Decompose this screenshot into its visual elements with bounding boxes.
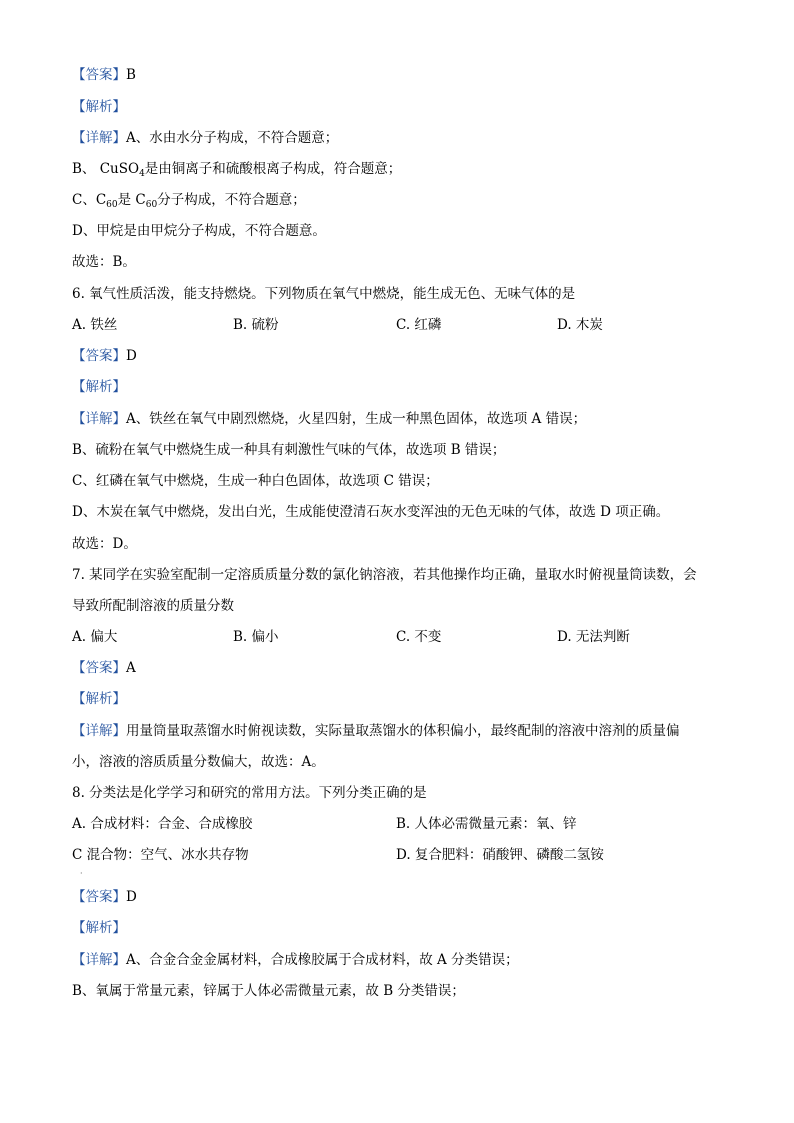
q8-stem: 8. 分类法是化学学习和研究的常用方法。下列分类正确的是 <box>72 785 427 801</box>
q6-option-a: A. 铁丝 <box>72 317 118 333</box>
q5-analysis-label: 【解析】 <box>72 99 126 115</box>
q5-choice: 故选：B。 <box>72 254 136 270</box>
q5-detail: 【详解】A、水由水分子构成，不符合题意； <box>72 130 339 146</box>
q7-detail-line2: 小，溶液的溶质质量分数偏大，故选：A。 <box>72 754 325 770</box>
q7-option-b: B. 偏小 <box>233 629 279 645</box>
q8-analysis-label: 【解析】 <box>72 920 126 936</box>
q6-option-c: C. 红磷 <box>396 317 442 333</box>
q5-option-c-explanation: C、$C_{60}$是 $C_{60}$分子构成，不符合题意； <box>72 192 306 210</box>
q7-option-d: D. 无法判断 <box>557 629 630 645</box>
q8-option-a: A. 合成材料：合金、合成橡胶 <box>72 816 253 832</box>
q7-detail: 【详解】用量筒量取蒸馏水时俯视读数，实际量取蒸馏水的体积偏小，最终配制的溶液中溶剂的质量偏 <box>72 723 680 739</box>
stray-dot-mark: · <box>80 869 83 878</box>
q7-answer: 【答案】A <box>72 660 136 676</box>
q8-detail: 【详解】A、合金合金金属材料，合成橡胶属于合成材料，故 A 分类错误； <box>72 952 519 968</box>
q6-option-d-explanation: D、木炭在氧气中燃烧，发出白光，生成能使澄清石灰水变浑浊的无色无味的气体，故选 D 项正确。 <box>72 504 670 520</box>
q5-answer: 【答案】B <box>72 67 136 83</box>
q6-answer: 【答案】D <box>72 348 137 364</box>
q8-option-c: C 混合物：空气、冰水共存物 <box>72 847 249 863</box>
q7-stem-line1: 7. 某同学在实验室配制一定溶质质量分数的氯化钠溶液，若其他操作均正确，量取水时俯视量筒读数，会 <box>72 567 697 583</box>
q7-analysis-label: 【解析】 <box>72 691 126 707</box>
q6-option-c-explanation: C、红磷在氧气中燃烧，生成一种白色固体，故选项 C 错误； <box>72 473 439 489</box>
q6-option-b: B. 硫粉 <box>233 317 279 333</box>
q5-option-d-explanation: D、甲烷是由甲烷分子构成，不符合题意。 <box>72 223 326 239</box>
q6-detail: 【详解】A、铁丝在氧气中剧烈燃烧，火星四射，生成一种黑色固体，故选项 A 错误； <box>72 411 587 427</box>
q8-option-d: D. 复合肥料：硝酸钾、磷酸二氢铵 <box>396 847 604 863</box>
q8-option-b: B. 人体必需微量元素：氧、锌 <box>396 816 577 832</box>
q8-answer: 【答案】D <box>72 889 137 905</box>
q7-option-a: A. 偏大 <box>72 629 118 645</box>
q7-option-c: C. 不变 <box>396 629 442 645</box>
q6-choice: 故选：D。 <box>72 536 137 552</box>
q6-stem: 6. 氧气性质活泼，能支持燃烧。下列物质在氧气中燃烧，能生成无色、无味气体的是 <box>72 286 576 302</box>
q6-option-b-explanation: B、硫粉在氧气中燃烧生成一种具有刺激性气味的气体，故选项 B 错误； <box>72 442 506 458</box>
q8-option-b-explanation: B、氧属于常量元素，锌属于人体必需微量元素，故 B 分类错误； <box>72 983 465 999</box>
q5-option-b-explanation: B、 CuSO$_4$是由铜离子和硫酸根离子构成，符合题意； <box>72 161 402 179</box>
q6-option-d: D. 木炭 <box>557 317 603 333</box>
q6-analysis-label: 【解析】 <box>72 379 126 395</box>
q7-stem-line2: 导致所配制溶液的质量分数 <box>72 598 234 614</box>
